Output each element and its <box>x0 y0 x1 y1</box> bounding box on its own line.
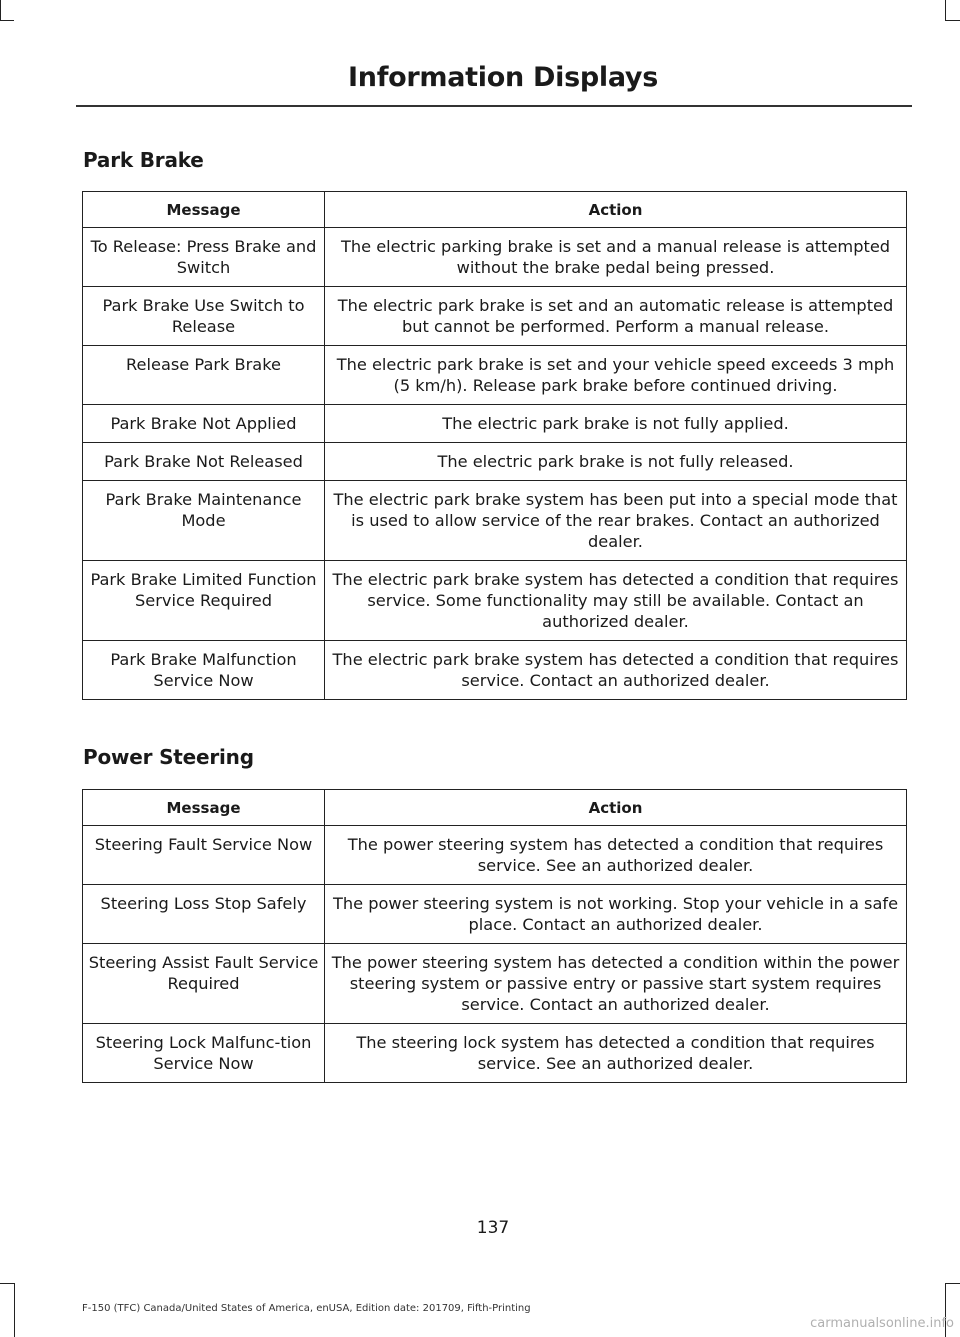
table-row <box>83 641 907 700</box>
watermark: carmanualsonline.info <box>810 1316 954 1331</box>
crop-mark <box>945 0 946 20</box>
message-cell: Park Brake Not Applied <box>83 405 325 443</box>
message-cell: Park Brake Not Released <box>83 443 325 481</box>
table-row <box>83 826 907 885</box>
table-row <box>83 405 907 443</box>
message-cell: Park Brake Limited Function Service Required <box>83 561 325 641</box>
action-cell: The power steering system has detected a condition that requires service. See an authorized dealer. <box>325 826 907 885</box>
header-divider <box>76 105 912 107</box>
crop-mark <box>0 20 14 21</box>
table-row <box>83 287 907 346</box>
message-cell: To Release: Press Brake and Switch <box>83 228 325 287</box>
page-number: 137 <box>476 1218 510 1238</box>
message-cell: Steering Lock Malfunc-tion Service Now <box>83 1024 325 1083</box>
action-cell: The electric parking brake is set and a manual release is attempted without the brake pedal being pressed. <box>325 228 907 287</box>
table-row <box>83 481 907 561</box>
action-cell: The electric park brake is set and an automatic release is attempted but cannot be performed. Perform a manual release. <box>325 287 907 346</box>
column-header-message: Message <box>83 192 325 228</box>
message-cell: Steering Assist Fault Service Required <box>83 944 325 1024</box>
crop-mark <box>0 0 1 20</box>
crop-mark <box>945 20 960 21</box>
action-cell: The electric park brake system has detected a condition that requires service. Contact an authorized dealer. <box>325 641 907 700</box>
park-brake-table <box>82 191 907 700</box>
message-cell: Release Park Brake <box>83 346 325 405</box>
table-row <box>83 944 907 1024</box>
message-cell: Steering Loss Stop Safely <box>83 885 325 944</box>
footer-edition-text: F-150 (TFC) Canada/United States of America, enUSA, Edition date: 201709, Fifth-Printing <box>82 1303 531 1314</box>
crop-mark <box>0 1283 14 1284</box>
crop-mark <box>14 1283 15 1337</box>
action-cell: The power steering system has detected a condition within the power steering system or passive entry or passive start system requires service. Contact an authorized dealer. <box>325 944 907 1024</box>
action-cell: The power steering system is not working. Stop your vehicle in a safe place. Contact an authorized dealer. <box>325 885 907 944</box>
section-title-power-steering: Power Steering <box>83 745 254 769</box>
page-title: Information Displays <box>348 62 658 93</box>
table-row <box>83 885 907 944</box>
action-cell: The electric park brake system has been put into a special mode that is used to allow service of the rear brakes. Contact an authorized dealer. <box>325 481 907 561</box>
table-row <box>83 1024 907 1083</box>
action-cell: The electric park brake is not fully applied. <box>325 405 907 443</box>
table-header-row <box>83 790 907 826</box>
action-cell: The electric park brake system has detected a condition that requires service. Some functionality may still be available. Contact an authorized dealer. <box>325 561 907 641</box>
message-cell: Park Brake Use Switch to Release <box>83 287 325 346</box>
action-cell: The electric park brake is set and your vehicle speed exceeds 3 mph (5 km/h). Release park brake before continued driving. <box>325 346 907 405</box>
action-cell: The electric park brake is not fully released. <box>325 443 907 481</box>
message-cell: Steering Fault Service Now <box>83 826 325 885</box>
crop-mark <box>945 1283 960 1284</box>
power-steering-table <box>82 789 907 1083</box>
table-row <box>83 346 907 405</box>
table-header-row <box>83 192 907 228</box>
message-cell: Park Brake Malfunction Service Now <box>83 641 325 700</box>
column-header-action: Action <box>325 790 907 826</box>
table-row <box>83 228 907 287</box>
section-title-park-brake: Park Brake <box>83 148 204 172</box>
action-cell: The steering lock system has detected a condition that requires service. See an authorized dealer. <box>325 1024 907 1083</box>
table-row <box>83 443 907 481</box>
column-header-message: Message <box>83 790 325 826</box>
message-cell: Park Brake Maintenance Mode <box>83 481 325 561</box>
table-row <box>83 561 907 641</box>
column-header-action: Action <box>325 192 907 228</box>
